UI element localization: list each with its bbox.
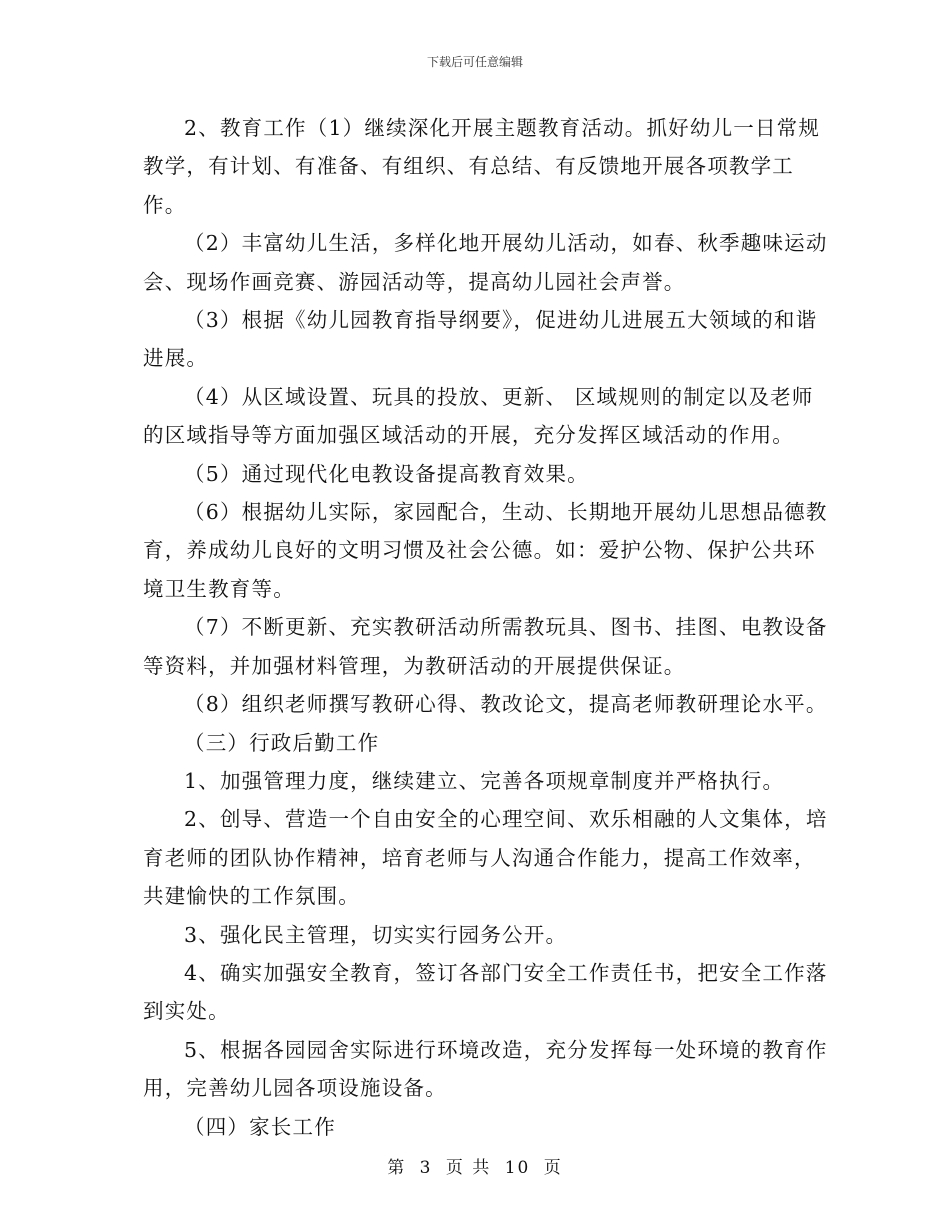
document-body	[143, 109, 833, 1146]
page-number: 3	[419, 1158, 433, 1178]
page-total: 10	[504, 1158, 531, 1178]
paragraph: （7）不断更新、充实教研活动所需教玩具、图书、挂图、电教设备等资料，并加强材料管理，为教研活动的开展提供保证。	[143, 615, 828, 678]
paragraph: （4）从区域设置、玩具的投放、更新、 区域规则的制定以及老师的区域指导等方面加强区域活动的开展，充分发挥区域活动的作用。	[143, 384, 814, 448]
paragraph: （3）根据《幼儿园教育指导纲要》，促进幼儿进展五大领域的和谐进展。	[143, 308, 818, 371]
paragraph: 2、教育工作（1）继续深化开展主题教育活动。抓好幼儿一日常规教学，有计划、有准备、有组织、有总结、有反馈地开展各项教学工作。	[143, 116, 821, 217]
section-heading: （四）家长工作	[184, 1114, 336, 1139]
footer-prefix: 第	[387, 1158, 407, 1178]
paragraph: 2、创导、营造一个自由安全的心理空间、欢乐相融的人文集体，培育老师的团队协作精神，培育老师与人沟通合作能力，提高工作效率，共建愉快的工作氛围。	[143, 807, 828, 909]
section-heading: （三）行政后勤工作	[184, 730, 380, 755]
paragraph: （5）通过现代化电教设备提高教育效果。	[184, 461, 589, 486]
page-header: 下载后可任意编辑	[426, 55, 523, 69]
paragraph: （8）组织老师撰写教研心得、教改论文，提高老师教研理论水平。	[184, 692, 828, 717]
page-footer	[0, 1153, 950, 1178]
paragraph: 5、根据各园园舍实际进行环境改造，充分发挥每一处环境的教育作用，完善幼儿园各项设施设备。	[143, 1037, 828, 1101]
paragraph: （2）丰富幼儿生活，多样化地开展幼儿活动，如春、秋季趣味运动会、现场作画竞赛、游园活动等，提高幼儿园社会声誉。	[143, 231, 828, 294]
paragraph: 4、确实加强安全教育，签订各部门安全工作责任书，把安全工作落到实处。	[143, 960, 828, 1024]
paragraph: （6）根据幼儿实际，家园配合，生动、长期地开展幼儿思想品德教育，养成幼儿良好的文明习惯及社会公德。如：爱护公物、保护公共环境卫生教育等。	[143, 500, 828, 601]
footer-suffix: 页	[543, 1158, 563, 1178]
paragraph: 1、加强管理力度，继续建立、完善各项规章制度并严格执行。	[184, 768, 785, 793]
paragraph: 3、强化民主管理，切实实行园务公开。	[184, 922, 568, 947]
footer-middle: 页 共	[445, 1158, 492, 1178]
